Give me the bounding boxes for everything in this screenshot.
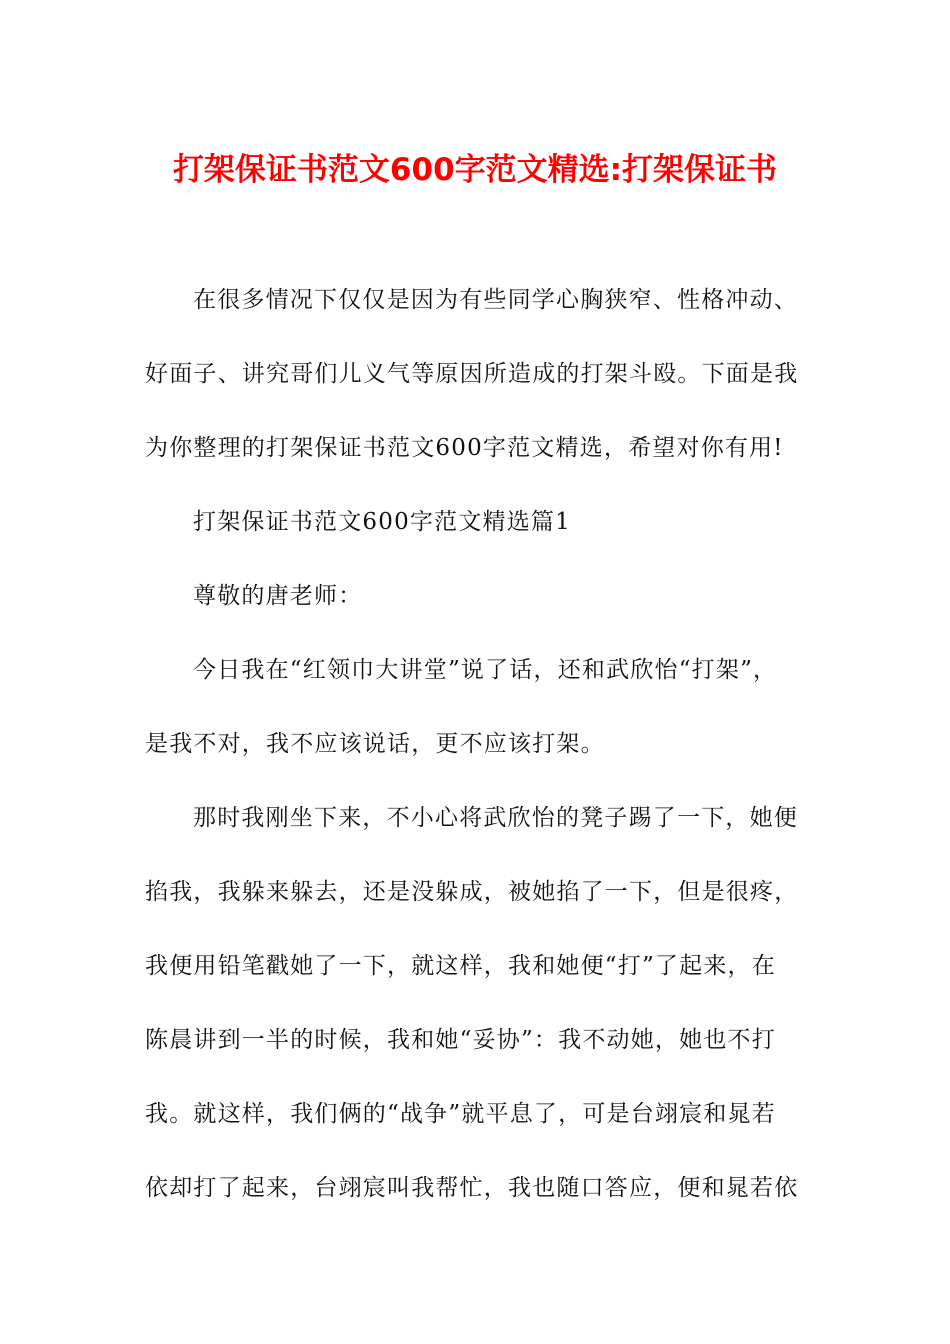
document-body bbox=[145, 276, 805, 1238]
section-heading: 打架保证书范文600字范文精选篇1 bbox=[193, 509, 571, 535]
paragraph-line: 依却打了起来，台翊宸叫我帮忙，我也随口答应，便和晁若依 bbox=[145, 1175, 799, 1201]
paragraph-line: 今日我在“红领巾大讲堂”说了话，还和武欣怡“打架”， bbox=[193, 657, 778, 683]
paragraph-line: 为你整理的打架保证书范文600字范文精选，希望对你有用! bbox=[145, 435, 784, 461]
paragraph-line: 我。就这样，我们俩的“战争”就平息了，可是台翊宸和晁若 bbox=[145, 1101, 776, 1127]
paragraph-line: 那时我刚坐下来，不小心将武欣怡的凳子踢了一下，她便 bbox=[193, 805, 798, 831]
paragraph-line: 是我不对，我不应该说话，更不应该打架。 bbox=[145, 731, 605, 757]
paragraph-line: 好面子、讲究哥们儿义气等原因所造成的打架斗殴。下面是我 bbox=[145, 361, 799, 387]
salutation: 尊敬的唐老师： bbox=[193, 583, 363, 609]
paragraph-line: 我便用铅笔戳她了一下，就这样，我和她便“打”了起来，在 bbox=[145, 953, 776, 979]
paragraph-line: 掐我，我躲来躲去，还是没躲成，被她掐了一下，但是很疼， bbox=[145, 879, 799, 905]
paragraph-line: 陈晨讲到一半的时候，我和她“妥协”：我不动她，她也不打 bbox=[145, 1027, 776, 1053]
document-title: 打架保证书范文600字范文精选:打架保证书 bbox=[172, 152, 778, 188]
paragraph-line: 在很多情况下仅仅是因为有些同学心胸狭窄、性格冲动、 bbox=[193, 287, 798, 313]
